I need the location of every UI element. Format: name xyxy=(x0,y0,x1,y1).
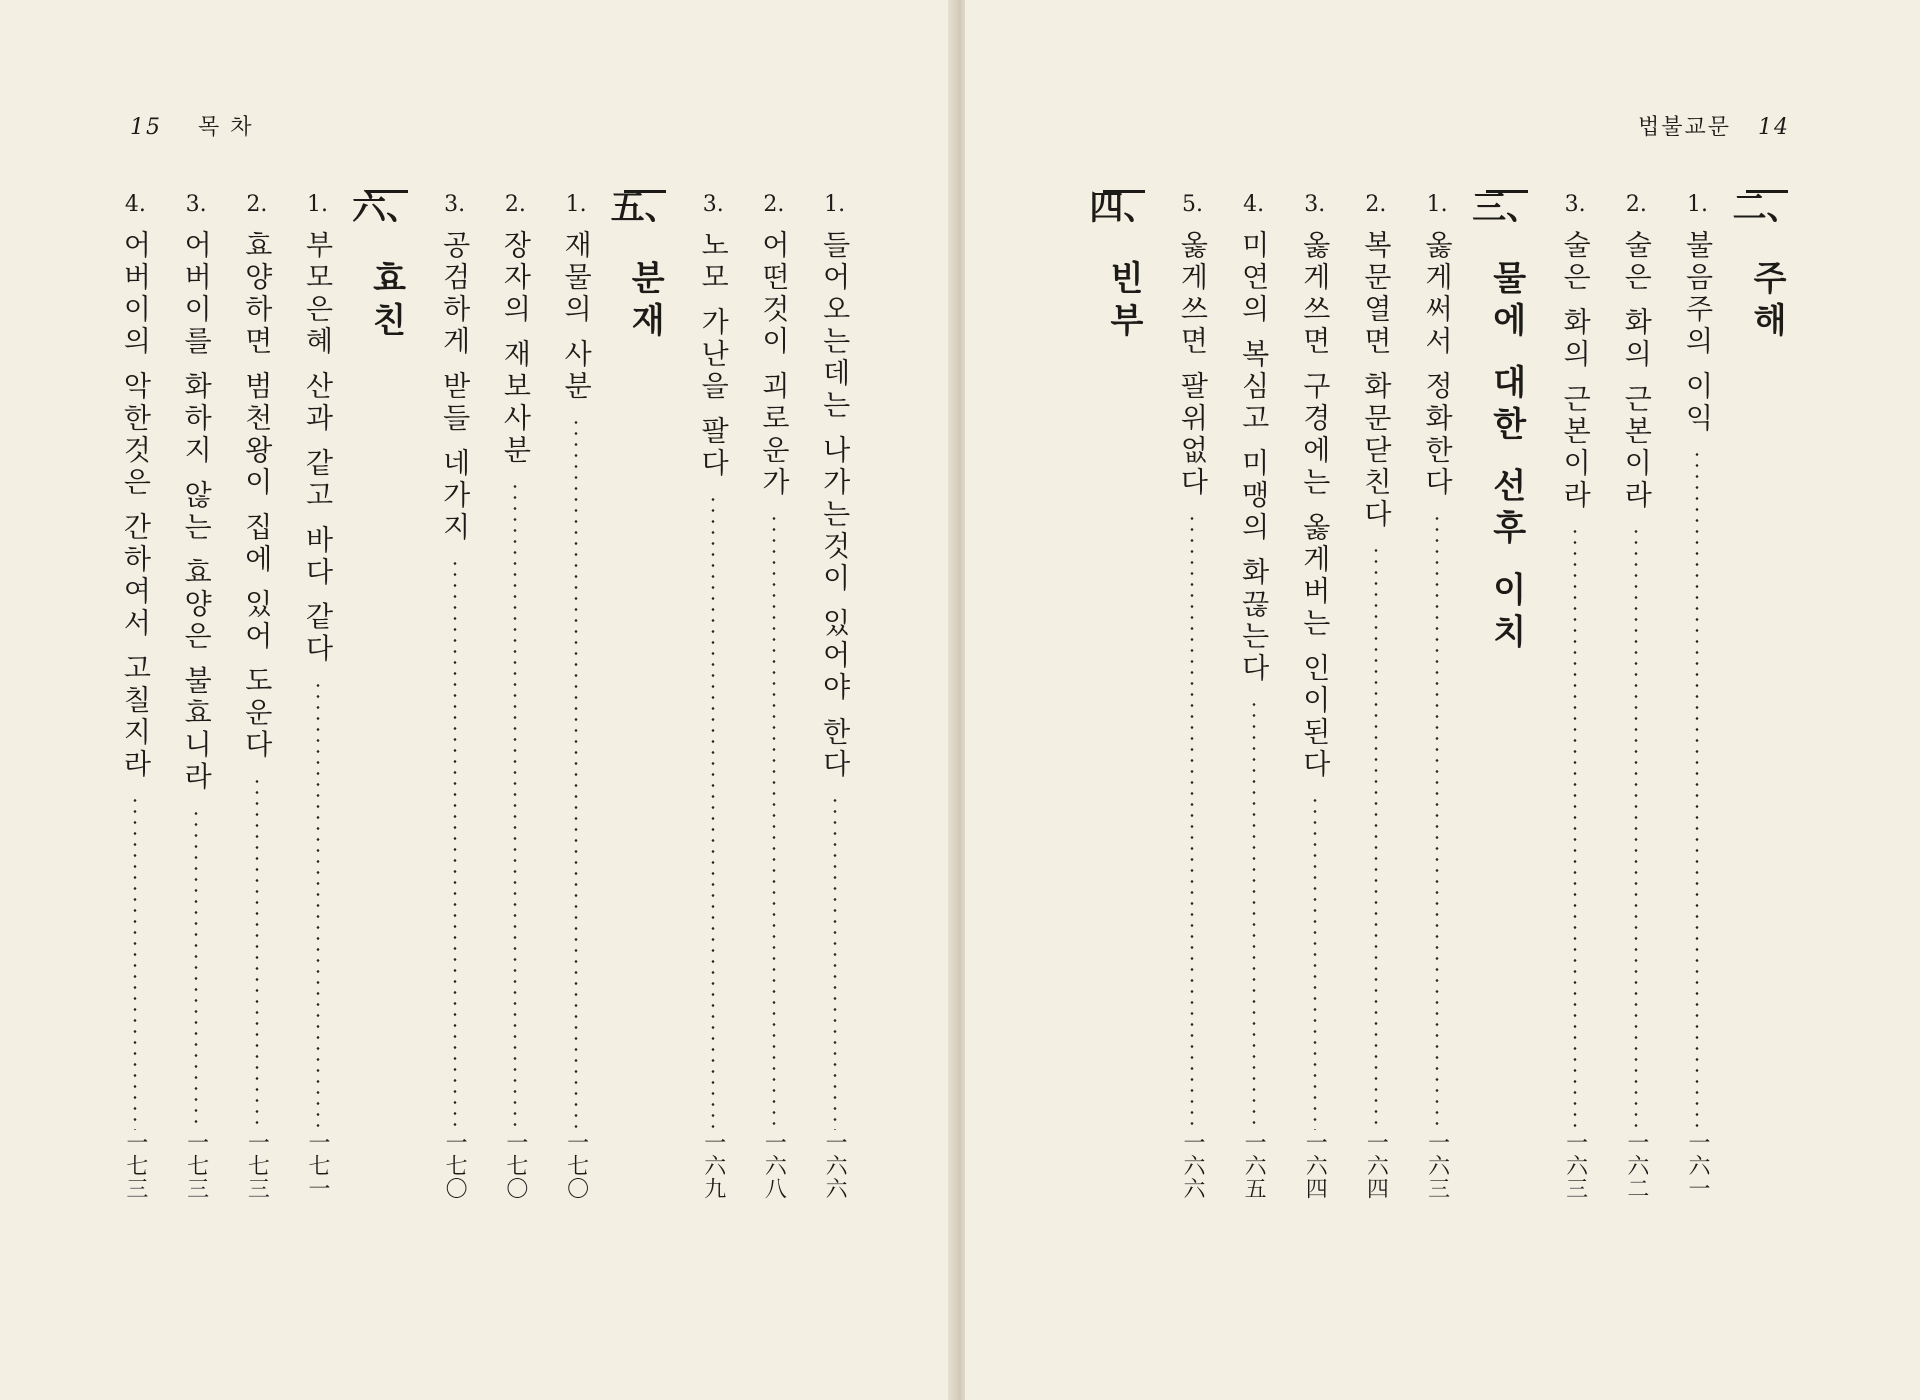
toc-title: 노모 가난을 팔다 xyxy=(697,230,731,480)
toc-index: 2. xyxy=(1625,192,1647,217)
toc-entry xyxy=(1606,180,1667,1240)
toc-entry xyxy=(1345,180,1406,1240)
toc-page-number: 一七三 xyxy=(122,1131,148,1200)
toc-page-number: 一七一 xyxy=(305,1131,331,1200)
toc-entry xyxy=(485,180,546,1240)
dot-leader xyxy=(195,808,198,1130)
toc-title: 주해 xyxy=(1746,260,1787,344)
toc-entry xyxy=(226,180,287,1240)
toc-title: 효친 xyxy=(366,260,407,344)
toc-index: 六、 xyxy=(352,188,421,228)
right-page-number: 14 xyxy=(1758,115,1790,140)
toc-title: 술은 화의 근본이라 xyxy=(1559,230,1593,512)
toc-title: 미연의 복심고 미맹의 화끊는다 xyxy=(1237,230,1271,685)
toc-index: 3. xyxy=(1304,192,1326,217)
toc-entry xyxy=(287,180,348,1240)
toc-page-number: 一六五 xyxy=(1241,1131,1267,1200)
toc-section-heading xyxy=(1085,180,1162,1240)
toc-section-heading xyxy=(348,180,424,1240)
toc-entry xyxy=(166,180,227,1240)
toc-title: 어버이를 화하지 않는 효양은 불효니라 xyxy=(180,230,214,794)
toc-entry xyxy=(683,180,744,1240)
toc-index: 4. xyxy=(124,192,146,217)
toc-title: 어버이의 악한것은 간하여서 고칠지라 xyxy=(119,230,153,781)
dot-leader xyxy=(1191,513,1194,1130)
toc-page-number: 一七三 xyxy=(244,1131,270,1200)
toc-index: 2. xyxy=(504,192,526,217)
toc-index: 2. xyxy=(1365,192,1387,217)
toc-index: 5. xyxy=(1181,192,1203,217)
toc-entry xyxy=(424,180,485,1240)
toc-title: 재물의 사분 xyxy=(560,230,594,403)
toc-index: 3. xyxy=(702,192,724,217)
left-page xyxy=(0,0,955,1400)
toc-entry xyxy=(1223,180,1284,1240)
toc-page-number: 一六三 xyxy=(1562,1131,1588,1200)
toc-entry xyxy=(1667,180,1728,1240)
toc-title: 들어오는데는 나가는것이 있어야 한다 xyxy=(818,230,852,781)
toc-entry xyxy=(1162,180,1223,1240)
toc-entry xyxy=(546,180,607,1240)
toc-index: 3. xyxy=(1564,192,1586,217)
toc-index: 1. xyxy=(824,192,846,217)
toc-entry xyxy=(105,180,166,1240)
toc-title: 어떤것이 괴로운가 xyxy=(757,230,791,499)
toc-title: 장자의 재보사분 xyxy=(499,230,533,467)
toc-index: 3. xyxy=(185,192,207,217)
left-page-number: 15 xyxy=(130,115,162,140)
toc-page-number: 一六六 xyxy=(1179,1131,1205,1200)
toc-entry xyxy=(1284,180,1345,1240)
toc-index: 1. xyxy=(565,192,587,217)
toc-page-number: 一六六 xyxy=(822,1131,848,1200)
toc-page-number: 一六四 xyxy=(1302,1131,1328,1200)
dot-leader xyxy=(1374,545,1377,1130)
dot-leader xyxy=(772,513,775,1130)
toc-section-heading xyxy=(606,180,682,1240)
dot-leader xyxy=(575,417,578,1130)
toc-title: 물에 대한 선후 이치 xyxy=(1486,260,1527,656)
toc-title: 옳게쓰면 팔위없다 xyxy=(1176,230,1210,499)
toc-index: 2. xyxy=(763,192,785,217)
toc-page-number: 一六九 xyxy=(700,1131,726,1200)
dot-leader xyxy=(1574,526,1577,1130)
dot-leader xyxy=(1252,699,1255,1130)
dot-leader xyxy=(514,481,517,1130)
toc-entry xyxy=(744,180,805,1240)
right-page xyxy=(965,0,1920,1400)
toc-page-number: 一七〇 xyxy=(502,1131,528,1200)
toc-title: 부모은혜 산과 같고 바다 같다 xyxy=(301,230,335,666)
toc-index: 四、 xyxy=(1089,188,1158,228)
dot-leader xyxy=(316,680,319,1130)
toc-page-number: 一七〇 xyxy=(563,1131,589,1200)
toc-title: 옳게써서 정화한다 xyxy=(1421,230,1455,499)
toc-page-number: 一七〇 xyxy=(442,1131,468,1200)
toc-entry xyxy=(1545,180,1606,1240)
left-toc-columns xyxy=(105,180,865,1240)
toc-page-number: 一七三 xyxy=(183,1131,209,1200)
toc-title: 빈부 xyxy=(1103,260,1144,344)
toc-entry xyxy=(1407,180,1468,1240)
toc-page-number: 一六二 xyxy=(1623,1131,1649,1200)
toc-title: 불음주의 이익 xyxy=(1681,230,1715,435)
toc-entry xyxy=(804,180,865,1240)
dot-leader xyxy=(134,795,137,1130)
right-toc-columns xyxy=(1085,180,1805,1240)
dot-leader xyxy=(255,776,258,1130)
toc-title: 효양하면 범천왕이 집에 있어 도운다 xyxy=(240,230,274,762)
toc-index: 3. xyxy=(444,192,466,217)
toc-index: 二、 xyxy=(1732,188,1801,228)
dot-leader xyxy=(833,795,836,1130)
toc-index: 4. xyxy=(1243,192,1265,217)
toc-index: 三、 xyxy=(1472,188,1541,228)
toc-title: 옳게쓰면 구경에는 옳게버는 인이된다 xyxy=(1298,230,1332,781)
toc-title: 분재 xyxy=(624,260,665,344)
dot-leader xyxy=(712,494,715,1130)
toc-title: 복문열면 화문닫친다 xyxy=(1359,230,1393,531)
dot-leader xyxy=(1313,795,1316,1130)
toc-page-number: 一六四 xyxy=(1363,1131,1389,1200)
toc-index: 2. xyxy=(246,192,268,217)
dot-leader xyxy=(453,558,456,1130)
left-running-head xyxy=(130,110,253,141)
dot-leader xyxy=(1696,449,1699,1130)
toc-title: 공검하게 받들 네가지 xyxy=(438,230,472,544)
toc-page-number: 一六八 xyxy=(761,1131,787,1200)
toc-index: 1. xyxy=(1686,192,1708,217)
toc-index: 1. xyxy=(1426,192,1448,217)
toc-index: 五、 xyxy=(610,188,679,228)
toc-title: 술은 화의 근본이라 xyxy=(1620,230,1654,512)
toc-page-number: 一六三 xyxy=(1424,1131,1450,1200)
dot-leader xyxy=(1436,513,1439,1130)
right-running-head xyxy=(1638,110,1790,141)
toc-page-number: 一六一 xyxy=(1684,1131,1710,1200)
right-page-title: 법불교문 xyxy=(1638,115,1732,140)
dot-leader xyxy=(1635,526,1638,1130)
toc-section-heading xyxy=(1728,180,1805,1240)
toc-section-heading xyxy=(1468,180,1545,1240)
left-page-title: 목 차 xyxy=(197,115,254,140)
toc-index: 1. xyxy=(307,192,329,217)
